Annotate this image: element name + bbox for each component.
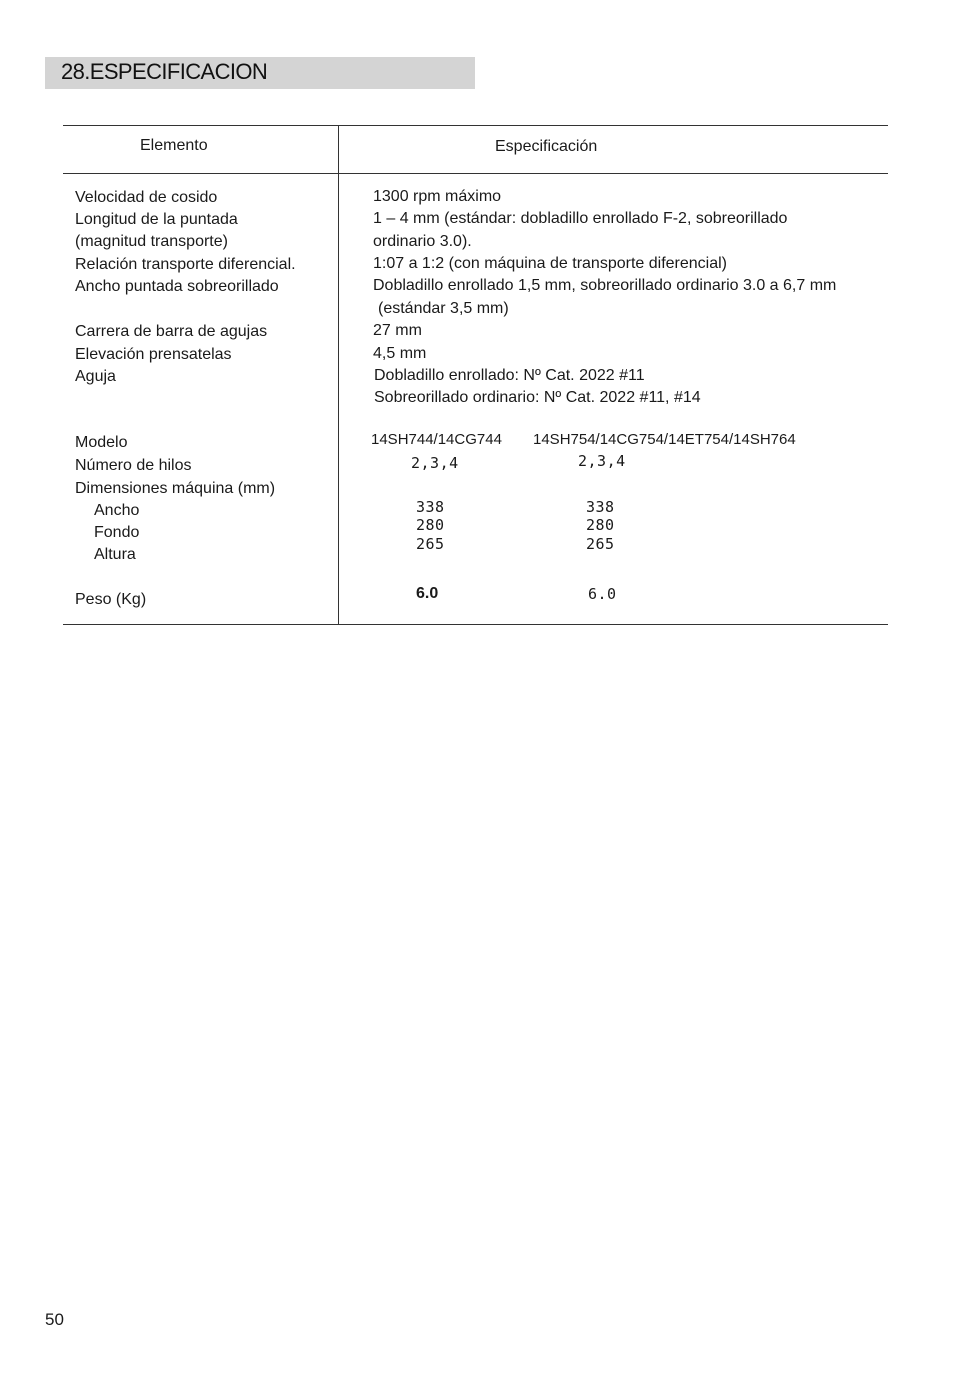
- item-label: Modelo: [75, 434, 128, 451]
- spec-value: Dobladillo enrollado 1,5 mm, sobreorillado ordinario 3.0 a 6,7 mm: [373, 277, 837, 294]
- item-label: Velocidad de cosido: [75, 189, 218, 206]
- item-label: Ancho puntada sobreorillado: [75, 278, 279, 295]
- table-top-rule: [63, 125, 888, 126]
- item-label: Carrera de barra de agujas: [75, 323, 268, 340]
- header-item: Elemento: [140, 137, 208, 154]
- spec-value: 4,5 mm: [373, 345, 427, 362]
- item-label: Relación transporte diferencial.: [75, 256, 296, 273]
- spec-value: 1300 rpm máximo: [373, 188, 502, 205]
- spec-value: Sobreorillado ordinario: Nº Cat. 2022 #11, #14: [374, 389, 701, 406]
- section-title: 28.ESPECIFICACION: [61, 59, 268, 84]
- table-bottom-rule: [63, 624, 888, 625]
- item-label: Peso (Kg): [75, 591, 147, 608]
- spec-value: 27 mm: [373, 322, 422, 339]
- model-depth: 280: [586, 516, 615, 534]
- model-threads: 2,3,4: [578, 452, 626, 470]
- model-name: 14SH744/14CG744: [371, 431, 502, 448]
- item-label: (magnitud transporte): [75, 233, 228, 250]
- item-label: Elevación prensatelas: [75, 346, 232, 363]
- spec-value: Dobladillo enrollado: Nº Cat. 2022 #11: [374, 367, 645, 384]
- model-weight: 6.0: [588, 585, 617, 603]
- table-header-rule: [63, 173, 888, 174]
- model-depth: 280: [416, 516, 445, 534]
- section-title-bar: [45, 57, 475, 89]
- model-height: 265: [416, 535, 445, 553]
- model-width: 338: [416, 498, 445, 516]
- spec-value: ordinario 3.0).: [373, 233, 472, 250]
- model-weight: 6.0: [416, 585, 439, 602]
- item-label: Dimensiones máquina (mm): [75, 480, 276, 497]
- page-number: 50: [45, 1310, 64, 1329]
- spec-value: 1:07 a 1:2 (con máquina de transporte diferencial): [373, 255, 727, 272]
- spec-value: (estándar 3,5 mm): [378, 300, 509, 317]
- model-name: 14SH754/14CG754/14ET754/14SH764: [533, 431, 796, 448]
- table-column-divider: [338, 125, 339, 625]
- model-threads: 2,3,4: [411, 454, 459, 472]
- model-width: 338: [586, 498, 615, 516]
- item-label: Número de hilos: [75, 457, 192, 474]
- spec-value: 1 – 4 mm (estándar: dobladillo enrollado F-2, sobreorillado: [373, 210, 788, 227]
- model-height: 265: [586, 535, 615, 553]
- item-label: Fondo: [94, 524, 140, 541]
- item-label: Altura: [94, 546, 136, 563]
- item-label: Aguja: [75, 368, 116, 385]
- item-label: Ancho: [94, 502, 140, 519]
- header-spec: Especificación: [495, 138, 598, 155]
- item-label: Longitud de la puntada: [75, 211, 238, 228]
